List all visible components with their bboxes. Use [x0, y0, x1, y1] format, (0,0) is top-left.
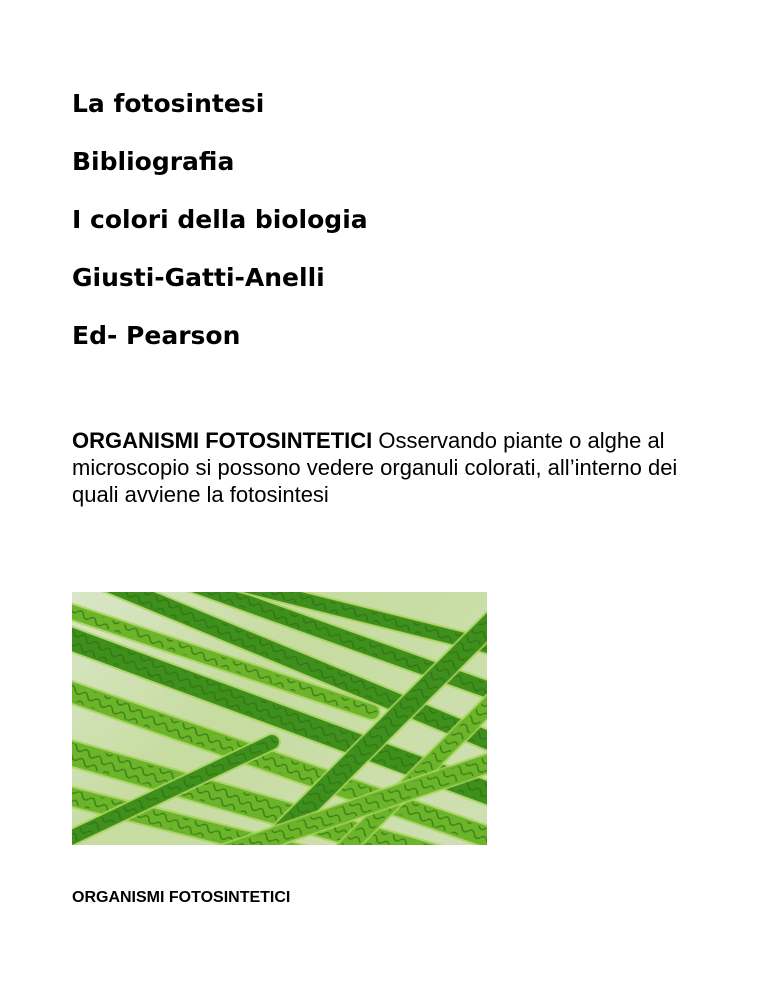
title-heading: La fotosintesi	[72, 89, 265, 118]
intro-paragraph	[72, 427, 692, 508]
algae-filaments-illustration	[72, 592, 487, 845]
paragraph-lead: ORGANISMI FOTOSINTETICI	[72, 428, 373, 453]
bibliography-heading: Bibliografia	[72, 147, 235, 176]
publisher-heading: Ed- Pearson	[72, 321, 241, 350]
paragraph-text: Osservando piante o alghe al microscopio si possono vedere organuli colorati, all’interno dei quali avviene la fotosintesi	[72, 428, 678, 507]
book-title-heading: I colori della biologia	[72, 205, 368, 234]
algae-microscope-photo	[72, 592, 487, 845]
authors-heading: Giusti-Gatti-Anelli	[72, 263, 325, 292]
photo-caption: ORGANISMI FOTOSINTETICI	[72, 889, 291, 906]
